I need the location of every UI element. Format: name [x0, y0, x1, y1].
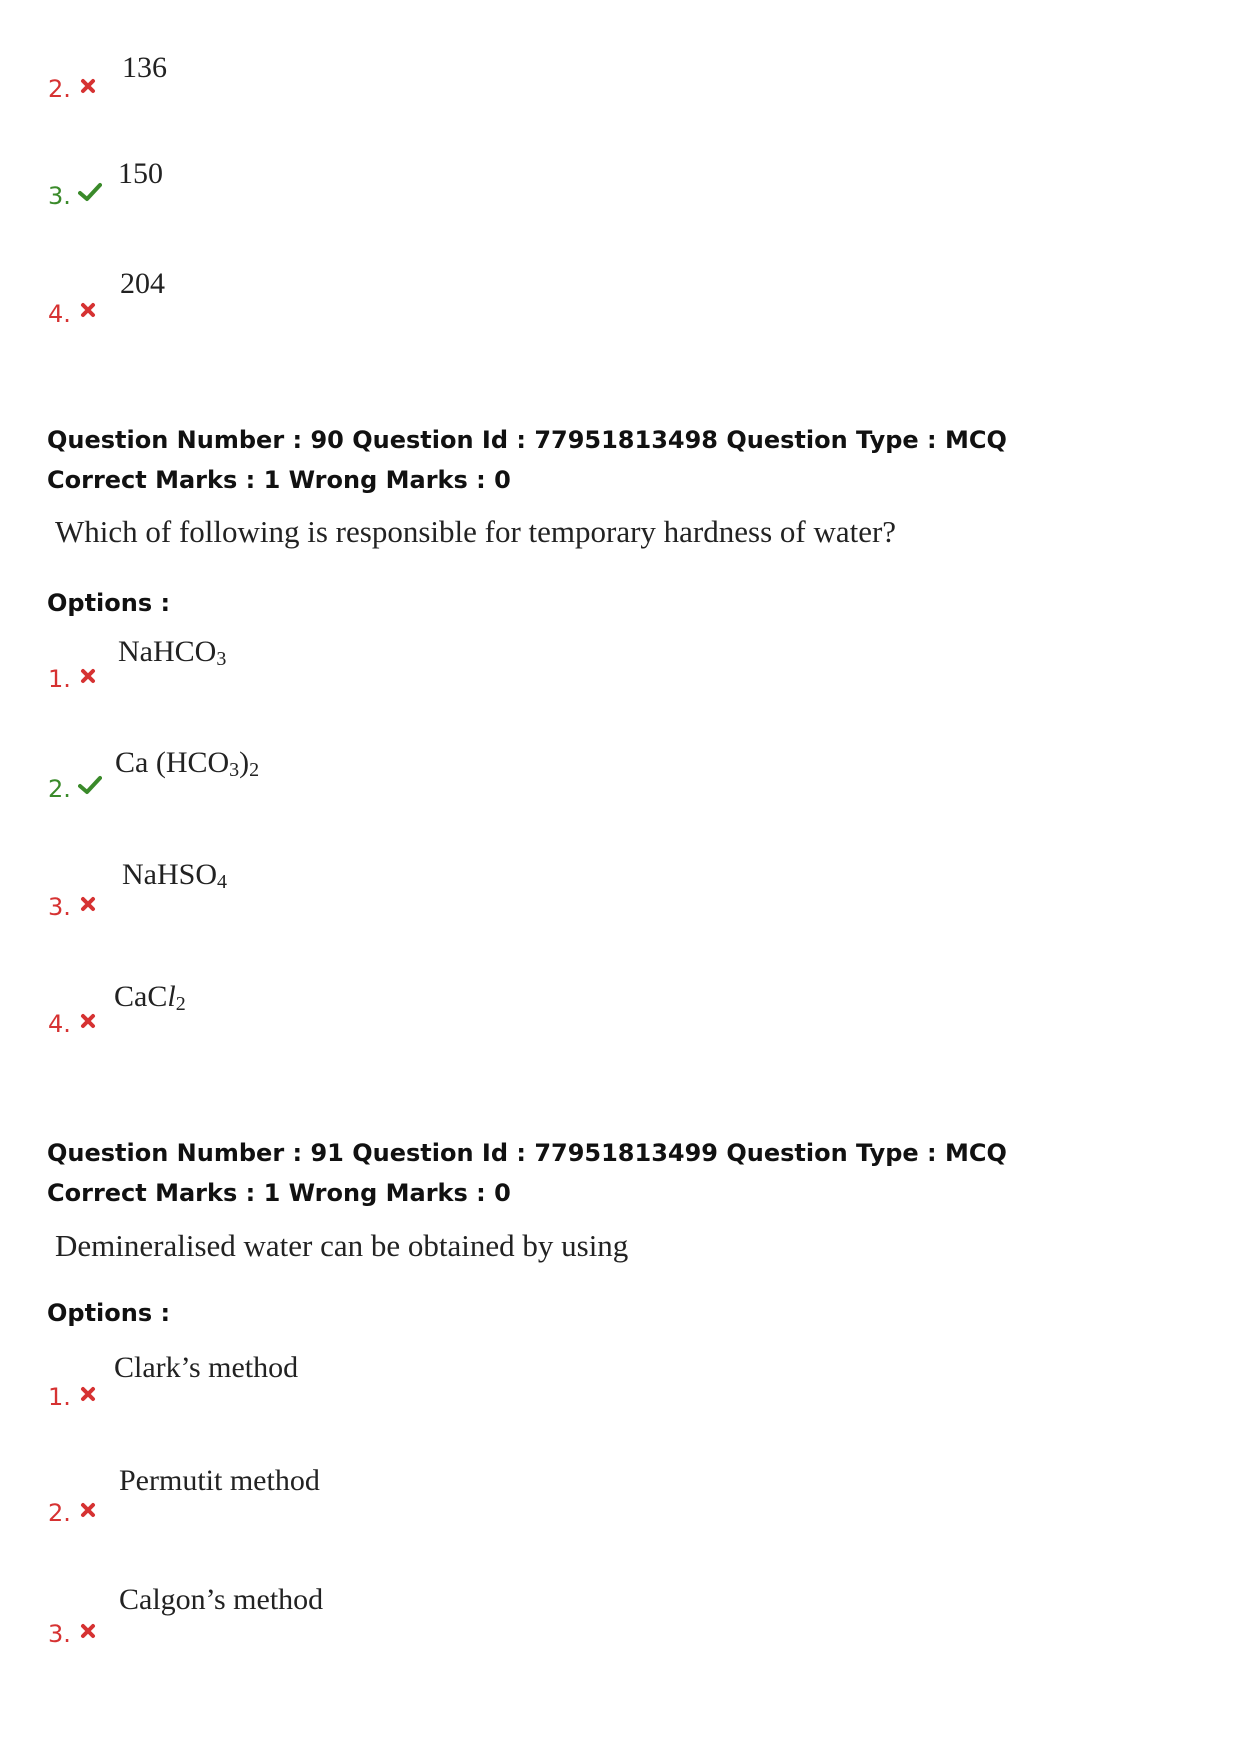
cross-icon — [80, 302, 96, 318]
cross-icon — [80, 78, 96, 94]
option-text: 204 — [120, 267, 165, 300]
cross-icon — [80, 668, 96, 684]
option-number: 3. — [48, 893, 71, 921]
cross-icon — [80, 1013, 96, 1029]
check-icon — [78, 182, 102, 202]
option-number: 2. — [48, 1499, 71, 1527]
option-number: 2. — [48, 75, 71, 103]
option-text: NaHCO$_3$ — [118, 635, 227, 670]
option-number: 1. — [48, 665, 71, 693]
option-text: Permutit method — [119, 1464, 320, 1497]
cross-icon — [80, 1386, 96, 1402]
option-text: Calgon’s method — [119, 1583, 324, 1616]
option-text: Ca $(HCO_3)_2$ — [115, 746, 260, 781]
check-icon — [78, 775, 102, 795]
option-text: CaCl$_2$ — [114, 980, 186, 1015]
question-text: Which of following is responsible for temporary hardness of water? — [55, 514, 897, 549]
option-text: 150 — [118, 157, 163, 190]
option-number: 4. — [48, 300, 71, 328]
cross-icon — [80, 1502, 96, 1518]
question-text: Demineralised water can be obtained by using — [55, 1228, 629, 1263]
option-number: 4. — [48, 1010, 71, 1038]
options-label: Options : — [47, 1299, 171, 1327]
options-label: Options : — [47, 589, 171, 617]
option-text: NaHSO$_4$ — [122, 858, 227, 893]
cross-icon — [80, 896, 96, 912]
option-text: 136 — [122, 51, 167, 84]
option-number: 2. — [48, 775, 71, 803]
question-header: Question Number : 90 Question Id : 77951813498 Question Type : MCQ — [47, 426, 1007, 454]
marks-header: Correct Marks : 1 Wrong Marks : 0 — [47, 1179, 511, 1207]
option-number: 3. — [48, 1620, 71, 1648]
option-number: 3. — [48, 182, 71, 210]
marks-header: Correct Marks : 1 Wrong Marks : 0 — [47, 466, 511, 494]
question-header: Question Number : 91 Question Id : 77951813499 Question Type : MCQ — [47, 1139, 1007, 1167]
option-text: Clark’s method — [114, 1351, 299, 1384]
option-number: 1. — [48, 1383, 71, 1411]
cross-icon — [80, 1623, 96, 1639]
